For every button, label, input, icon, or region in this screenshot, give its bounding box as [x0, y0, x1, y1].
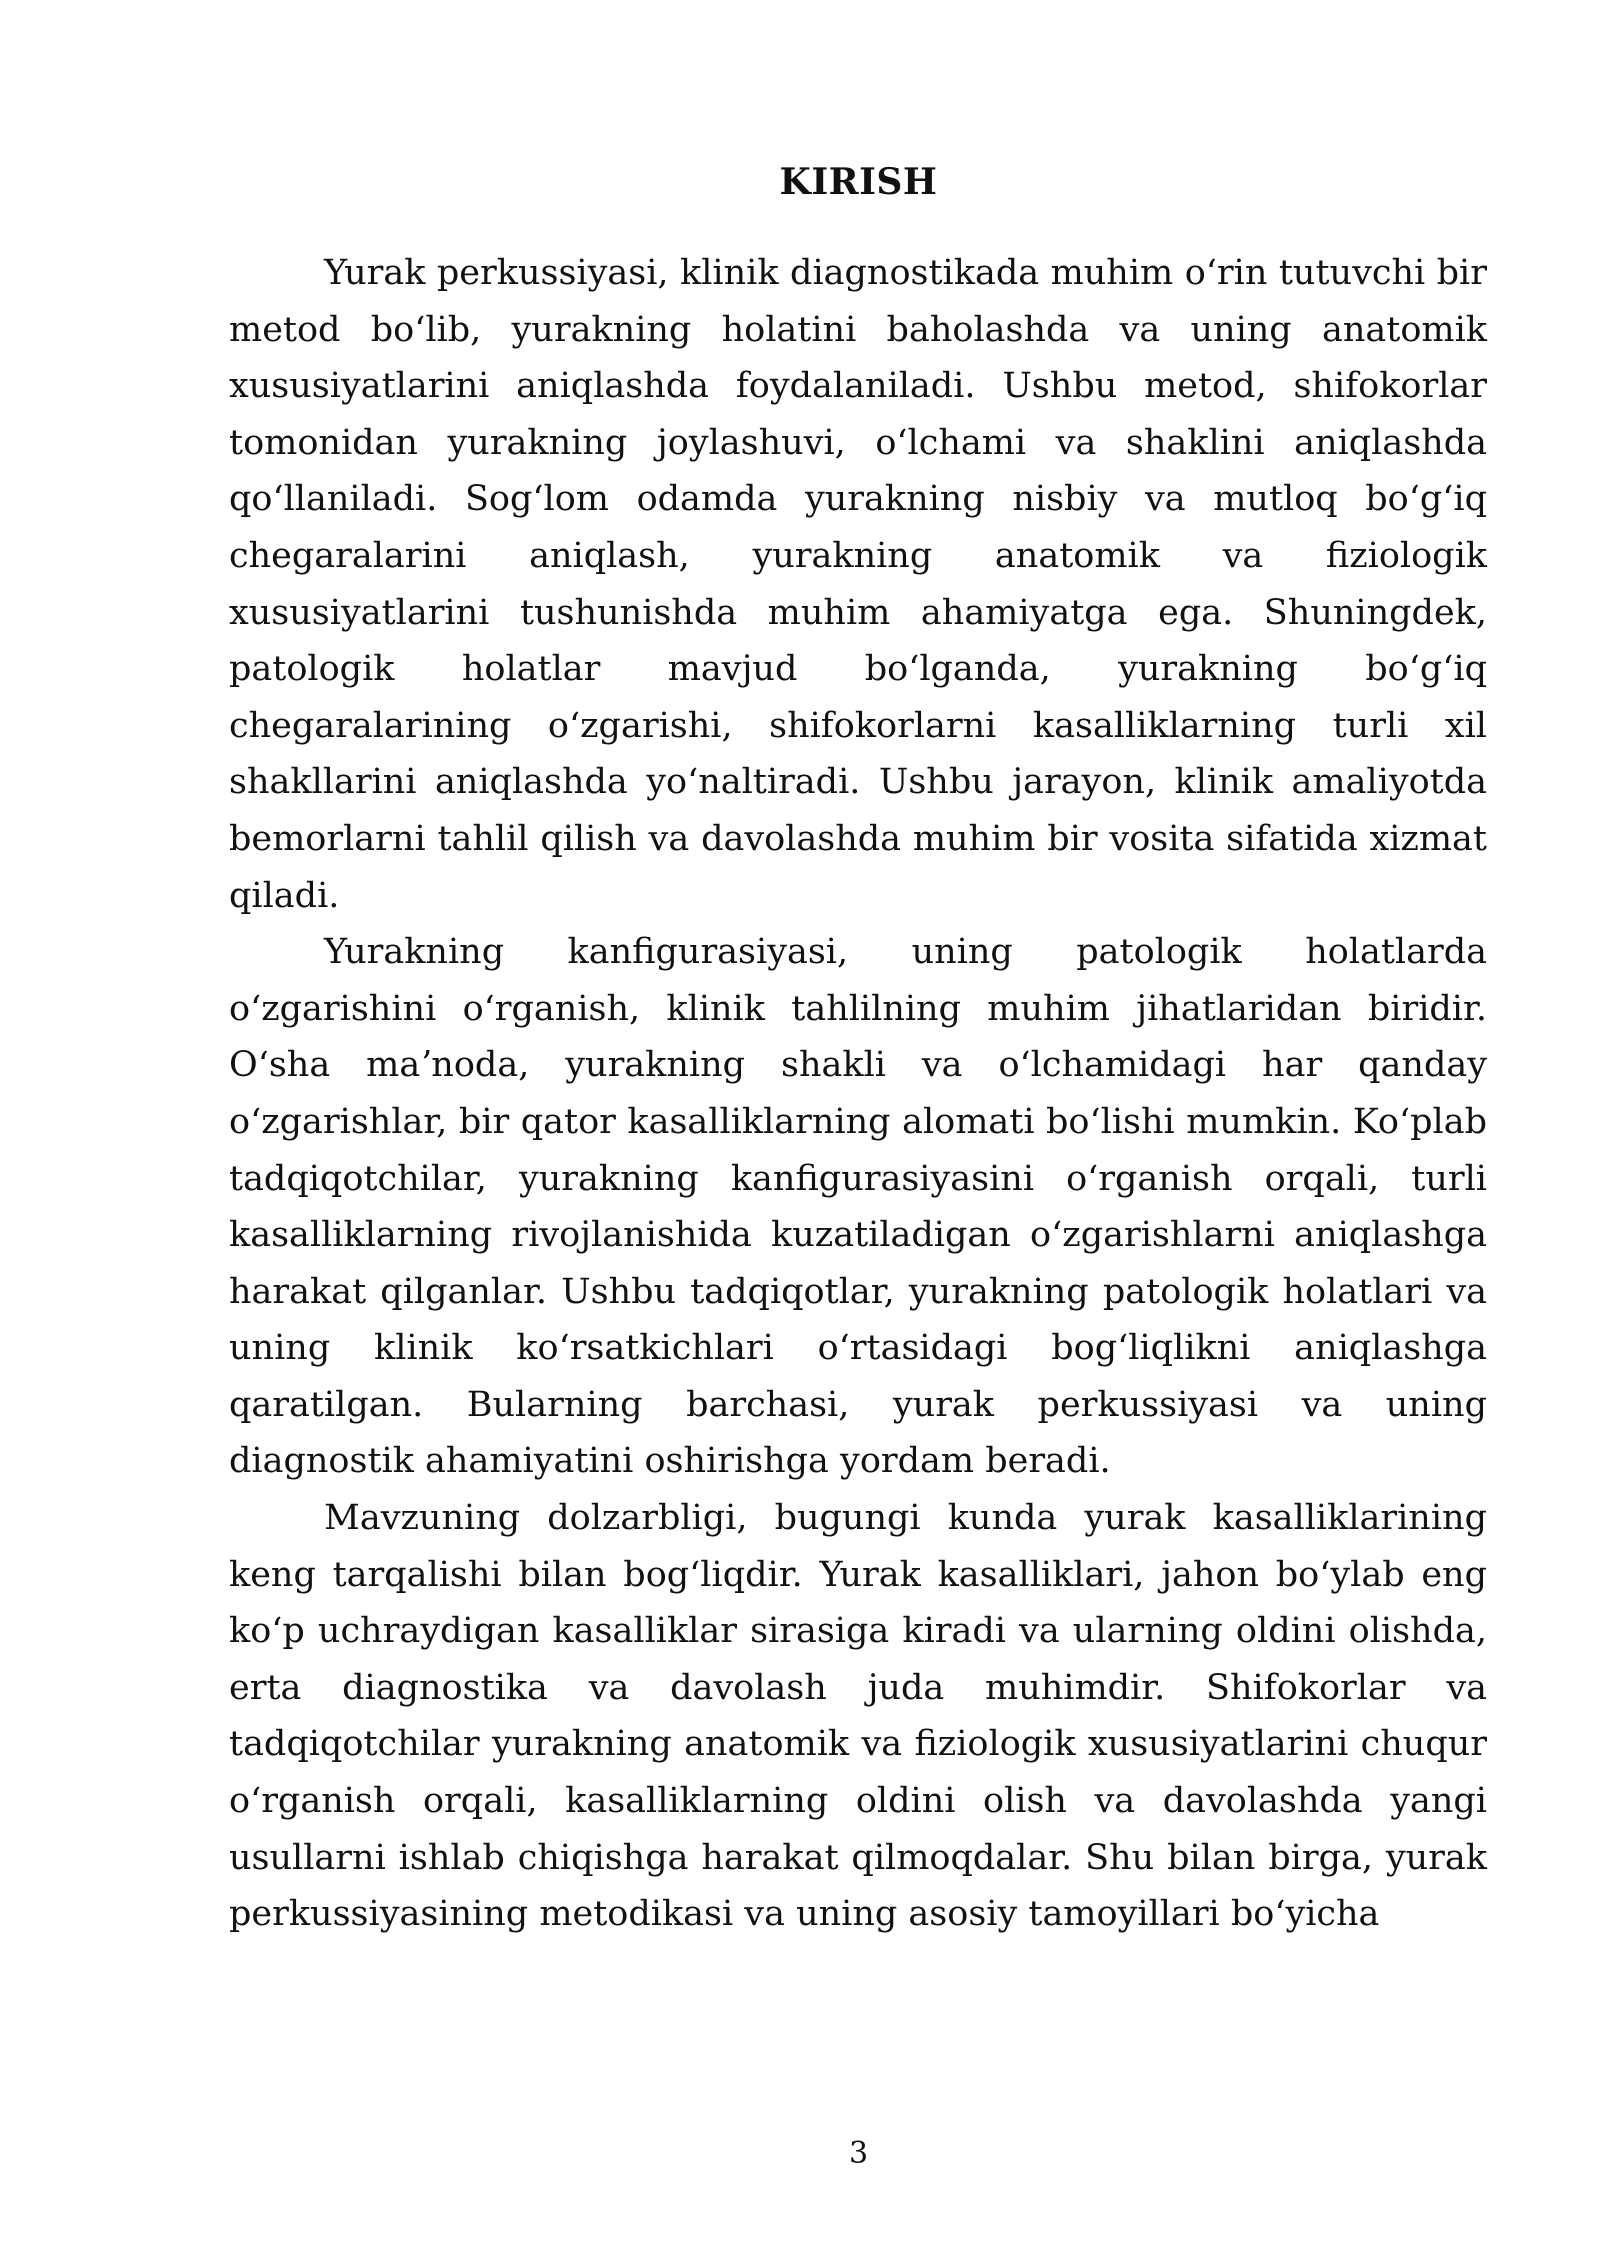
paragraph-3: Mavzuning dolzarbligi, bugungi kunda yurak kasalliklarining keng tarqalishi bilan bogʻliqdir. Yurak kasalliklari, jahon boʻylab eng koʻp uchraydigan kasalliklar sirasiga kiradi va ularning oldini olishda, erta diagnostika va davolash juda muhimdir. Shifokorlar va tadqiqotchilar yurakning anatomik va fiziologik xususiyatlarini chuqur oʻrganish orqali, kasalliklarning oldini olish va davolashda yangi usullarni ishlab chiqishga harakat qilmoqdalar. Shu bilan birga, yurak perkussiyasining metodikasi va uning asosiy tamoyillari boʻyicha [229, 1498, 1487, 1935]
paragraph-1: Yurak perkussiyasi, klinik diagnostikada muhim oʻrin tutuvchi bir metod boʻlib, yurakning holatini baholashda va uning anatomik xususiyatlarini aniqlashda foydalaniladi. Ushbu metod, shifokorlar tomonidan yurakning joylashuvi, oʻlchami va shaklini aniqlashda qoʻllaniladi. Sogʻlom odamda yurakning nisbiy va mutloq boʻgʻiq chegaralarini aniqlash, yurakning anatomik va fiziologik xususiyatlarini tushunishda muhim ahamiyatga ega. Shuningdek, patologik holatlar mavjud boʻlganda, yurakning boʻgʻiq chegaralarining oʻzgarishi, shifokorlarni kasalliklarning turli xil shakllarini aniqlashda yoʻnaltiradi. Ushbu jarayon, klinik amaliyotda bemorlarni tahlil qilish va davolashda muhim bir vosita sifatida xizmat qiladi. [229, 253, 1487, 916]
section-title: KIRISH [779, 161, 938, 203]
body-text [229, 245, 1487, 1943]
paragraph-2: Yurakning kanfigurasiyasi, uning patologik holatlarda oʻzgarishini oʻrganish, klinik tahlilning muhim jihatlaridan biridir. Oʻsha maʼnoda, yurakning shakli va oʻlchamidagi har qanday oʻzgarishlar, bir qator kasalliklarning alomati boʻlishi mumkin. Koʻplab tadqiqotchilar, yurakning kanfigurasiyasini oʻrganish orqali, turli kasalliklarning rivojlanishida kuzatiladigan oʻzgarishlarni aniqlashga harakat qilganlar. Ushbu tadqiqotlar, yurakning patologik holatlari va uning klinik koʻrsatkichlari oʻrtasidagi bogʻliqlikni aniqlashga qaratilgan. Bularning barchasi, yurak perkussiyasi va uning diagnostik ahamiyatini oshirishga yordam beradi. [229, 932, 1487, 1482]
page-number: 3 [848, 2136, 869, 2171]
